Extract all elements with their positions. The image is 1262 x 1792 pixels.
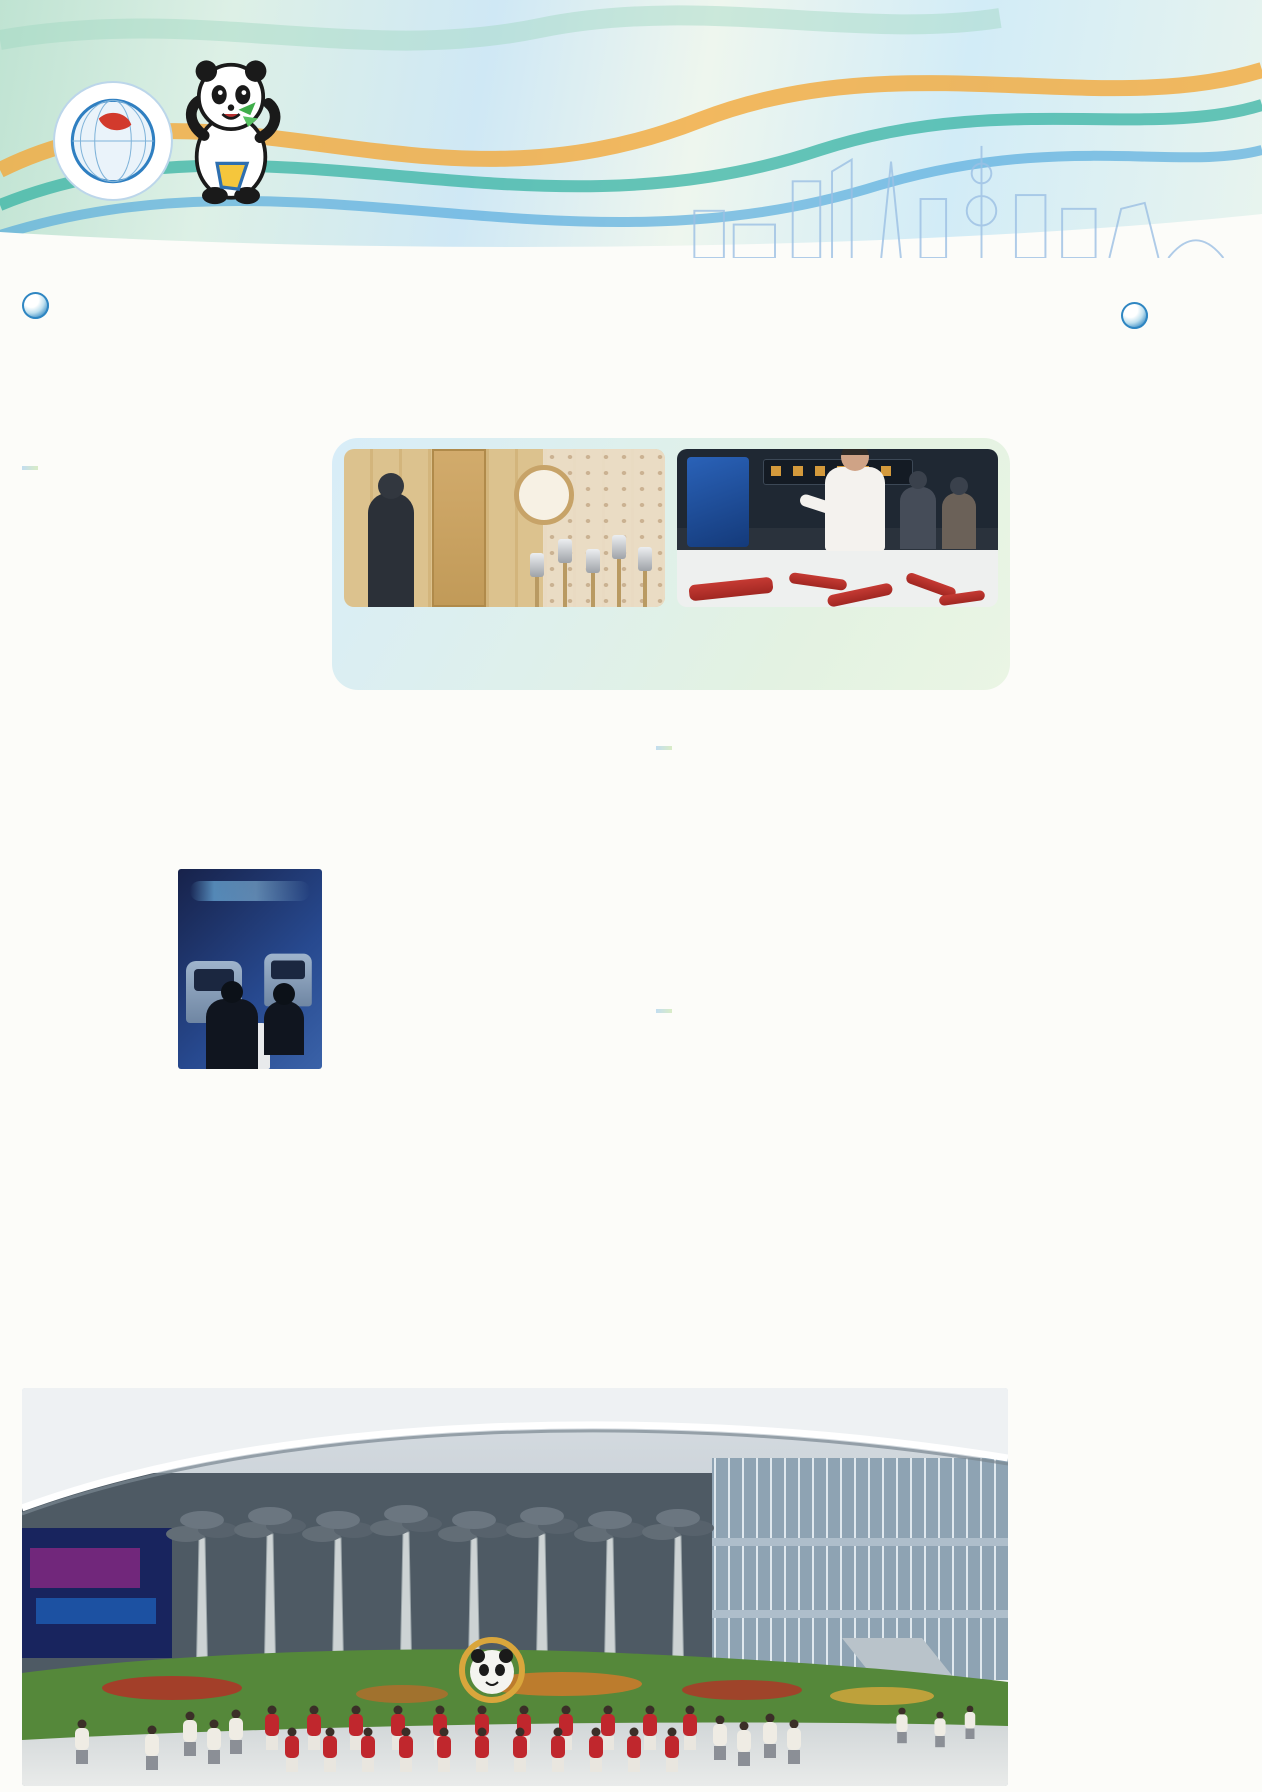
subsection-tag (22, 466, 38, 470)
text-column (851, 763, 1010, 993)
text-column (178, 483, 322, 1195)
text-column-continued (178, 483, 322, 863)
visitor-silhouette (264, 1001, 304, 1055)
section-badge-pujiang (1026, 302, 1250, 329)
visitor-silhouette (900, 487, 936, 549)
fish-banner (687, 457, 749, 547)
text-column (851, 1026, 1010, 1262)
text-column (332, 1026, 491, 1262)
text-column (22, 483, 166, 1195)
section-badge-charm-ciie (22, 292, 56, 319)
booth-pillar (432, 449, 486, 607)
feature-left-column (22, 454, 322, 1344)
photo-volunteers-panorama (22, 1388, 1008, 1786)
subsection-header-guyun (332, 746, 1010, 750)
g-logo-icon (1121, 302, 1148, 329)
visitor-silhouette (206, 999, 258, 1069)
shanghai-skyline-illustration (642, 140, 1262, 258)
page-content (0, 258, 1262, 1792)
text-column (505, 763, 664, 993)
photo-cell (344, 449, 665, 684)
essential-oil-vials (529, 533, 659, 607)
text-column (332, 763, 491, 993)
panorama-illustration (22, 1388, 1008, 1786)
masthead-banner (0, 0, 1262, 258)
subsection-tag (656, 746, 672, 750)
vertical-headline-block (1156, 345, 1250, 1037)
visitor-silhouette (368, 493, 414, 607)
g-logo-icon (22, 292, 49, 319)
photo-cell (677, 449, 998, 684)
text-column (678, 763, 837, 993)
photo-pair-container (332, 438, 1010, 690)
main-byline (22, 418, 1010, 436)
feature-middle-zone (332, 438, 1010, 1262)
subsection-header-kuayue (332, 1009, 1010, 1013)
visitor-silhouette (942, 493, 976, 549)
opinion-column-pujiang (1026, 302, 1250, 1774)
ciie-expo-logo (52, 80, 174, 202)
text-column (678, 1026, 837, 1262)
panda-mascot-icon (172, 42, 290, 214)
photo-surgical-robot-zone (178, 869, 322, 1069)
subsection-columns (332, 763, 1010, 993)
led-banner-glow (190, 881, 311, 901)
round-signboard (514, 465, 574, 525)
subsection-header-gongrong (22, 466, 322, 470)
chef-figure (825, 467, 885, 551)
subsection-columns (332, 1026, 1010, 1262)
photo-caption (988, 1756, 1002, 1778)
photo-tuna-carving (677, 449, 998, 607)
photo-doterra-booth (344, 449, 665, 607)
subsection-tag (656, 1009, 672, 1013)
opinion-article (1026, 345, 1250, 1745)
subsection-columns (22, 483, 322, 1195)
text-column (505, 1026, 664, 1262)
